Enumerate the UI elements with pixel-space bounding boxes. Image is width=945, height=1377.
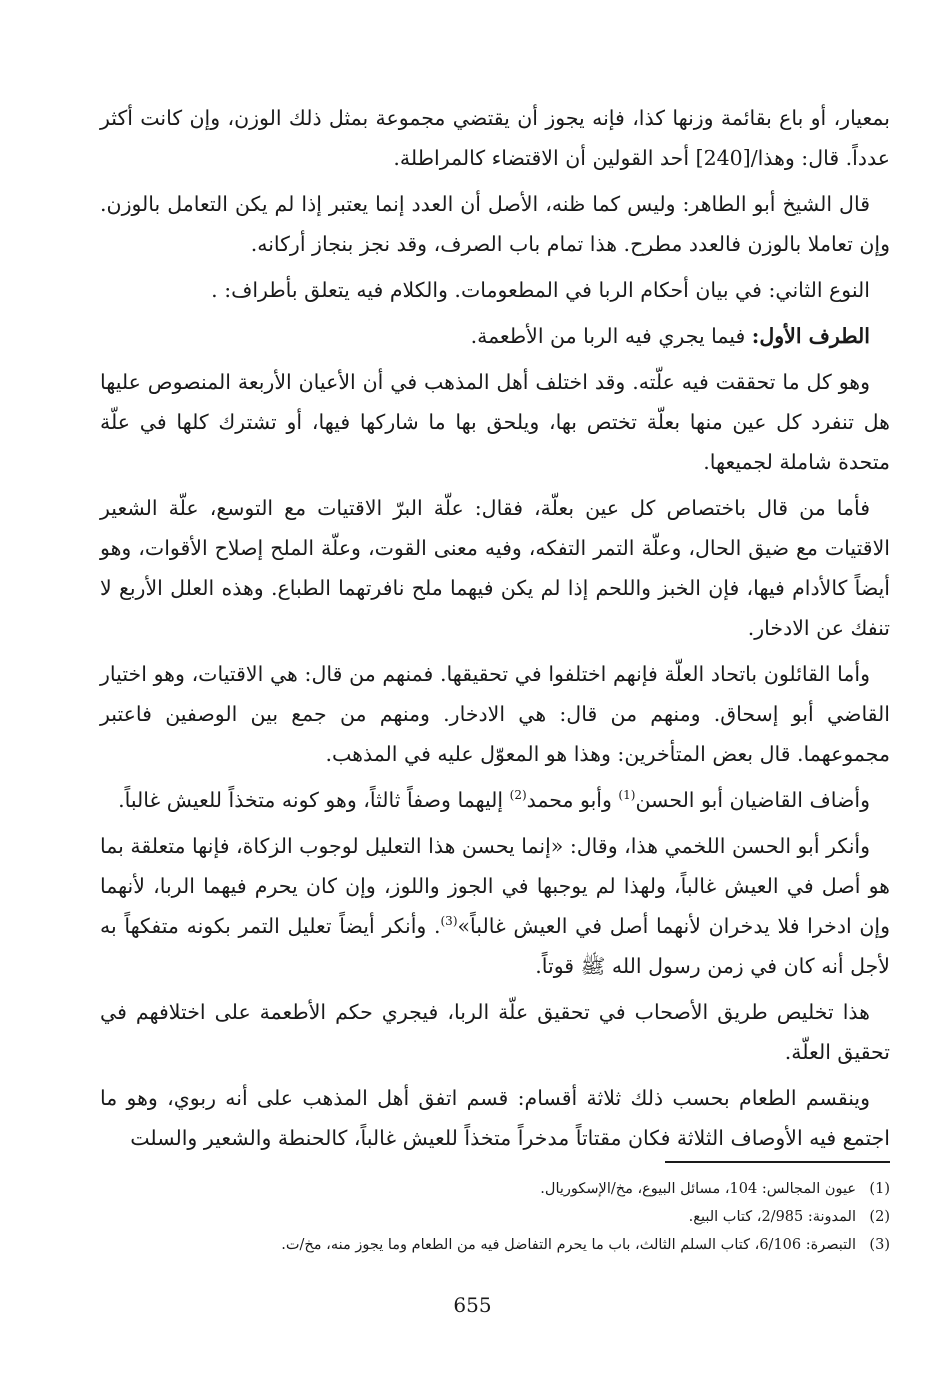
footnote-text: المدونة: 2/985، كتاب البيع. <box>688 1209 856 1225</box>
footnote-text: عيون المجالس: 104، مسائل البيوع، مخ/الإسكوريال. <box>540 1181 856 1197</box>
paragraph-3: النوع الثاني: في بيان أحكام الربا في المطعومات. والكلام فيه يتعلق بأطراف: . <box>211 278 870 302</box>
paragraph-8-part-a: وأضاف القاضيان أبو الحسن <box>635 788 870 812</box>
paragraph-8-part-c: إليهما وصفاً ثالثاً، وهو كونه متخذاً للعيش غالباً. <box>118 788 510 812</box>
footnote-ref-2[interactable]: (2) <box>509 788 527 803</box>
paragraph-7: وأما القائلون باتحاد العلّة فإنهم اختلفوا في تحقيقها. فمنهم من قال: هي الاقتيات، وهو اختيار القاضي أبو إسحاق. ومنهم من قال: هي الادخار. ومنهم من جمع بين الوصفين فاعتبر مجموعهما. قال بعض المتأخرين: وهذا هو المعوّل عليه في المذهب. <box>100 662 890 766</box>
footnote-divider <box>665 1161 890 1163</box>
footnotes <box>100 1175 890 1259</box>
section-heading: الطرف الأول: <box>751 324 870 348</box>
paragraph-8-part-b: وأبو محمد <box>526 788 619 812</box>
main-text <box>100 98 890 1164</box>
paragraph-2: قال الشيخ أبو الطاهر: وليس كما ظنه، الأصل أن العدد إنما يعتبر إذا لم يكن التعامل بالوزن. وإن تعاملا بالوزن فالعدد مطرح. هذا تمام باب الصرف، وقد نجز بنجاز أركانه. <box>100 192 890 256</box>
paragraph-6: فأما من قال باختصاص كل عين بعلّة، فقال: علّة البرّ الاقتيات مع التوسع، علّة الشعير الاقتيات مع ضيق الحال، وعلّة التمر التفكه، وفيه معنى القوت، وعلّة الملح إصلاح الأقوات، وهو أيضاً كالأدام فيها، فإن الخبز واللحم إذا لم يكن فيهما ملح نافرتهما الطباع. وهذه العلل الأربع لا تنفك عن الادخار. <box>100 496 890 640</box>
paragraph-8 <box>100 780 890 820</box>
page-number: 655 <box>453 1293 492 1317</box>
paragraph-9-part-a: وأنكر أبو الحسن اللخمي هذا، وقال: «إنما يحسن هذا التعليل لوجوب الزكاة، فإنها متعلقة بما هو أصل في العيش غالباً، ولهذا لم يوجبها في الجوز واللوز، وإن كان يحرم فيهما الربا، لأنهما وإن ادخرا فلا يدخران لأنهما أصل في العيش غالباً» <box>100 834 890 938</box>
footnote-text: التبصرة: 6/106، كتاب السلم الثالث، باب ما يحرم التفاضل فيه من الطعام وما يجوز منه، مخ/ت. <box>281 1237 856 1253</box>
footnote-ref-1[interactable]: (1) <box>618 788 636 803</box>
footnote-2 <box>100 1203 890 1231</box>
paragraph-4 <box>100 316 890 356</box>
footnote-number: (2) <box>869 1209 890 1225</box>
footnote-number: (1) <box>869 1181 890 1197</box>
footnote-number: (3) <box>869 1237 890 1253</box>
paragraph-11: وينقسم الطعام بحسب ذلك ثلاثة أقسام: قسم اتفق أهل المذهب على أنه ربوي، وهو ما اجتمع فيه الأوصاف الثلاثة فكان مقتاتاً مدخراً متخذاً للعيش غالباً، كالحنطة والشعير والسلت <box>100 1086 890 1150</box>
paragraph-9-part-b: . وأنكر أيضاً تعليل التمر بكونه متفكهاً به لأجل أنه كان في زمن رسول الله ﷺ قوتاً. <box>100 914 890 978</box>
paragraph-10: هذا تخليص طريق الأصحاب في تحقيق علّة الربا، فيجري حكم الأطعمة على اختلافهم في تحقيق العلّة. <box>100 1000 890 1064</box>
footnote-1 <box>100 1175 890 1203</box>
section-heading-text: فيما يجري فيه الربا من الأطعمة. <box>470 324 752 348</box>
paragraph-5: وهو كل ما تحققت فيه علّته. وقد اختلف أهل المذهب في أن الأعيان الأربعة المنصوص عليها هل تنفرد كل عين منها بعلّة تختص بها، ويلحق بها ما شاركها فيها، أو تشترك كلها في علّة متحدة شاملة لجميعها. <box>100 370 890 474</box>
paragraph-9 <box>100 826 890 986</box>
paragraph-1: بمعيار، أو باع بقائمة وزنها كذا، فإنه يجوز أن يقتضي مجموعة بمثل ذلك الوزن، وإن كانت أكثر عدداً. قال: وهذا/[240] أحد القولين أن الاقتضاء كالمراطلة. <box>100 106 890 170</box>
footnote-3 <box>100 1231 890 1259</box>
footnote-ref-3[interactable]: (3) <box>440 914 458 929</box>
